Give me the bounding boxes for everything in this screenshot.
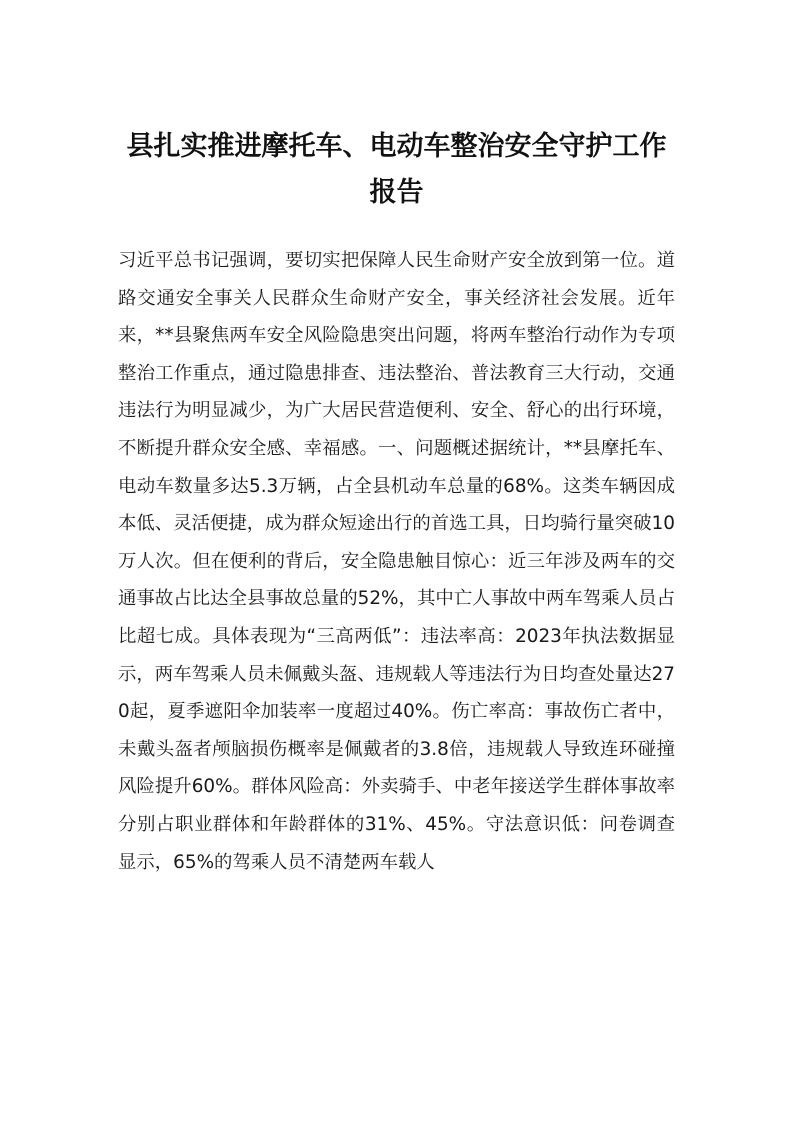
- document-title: 县扎实推进摩托车、电动车整治安全守护工作报告: [126, 131, 667, 208]
- body-paragraph: 习近平总书记强调，要切实把保障人民生命财产安全放到第一位。道路交通安全事关人民群众生命财产安全，事关经济社会发展。近年来，**县聚焦两车安全风险隐患突出问题，将两车整治行动作为专项整治工作重点，通过隐患排查、违法整治、普法教育三大行动，交通违法行为明显减少，为广大居民营造便利、安全、舒心的出行环境，不断提升群众安全感、幸福感。一、问题概述据统计，**县摩托车、电动车数量多达5.3万辆，占全县机动车总量的68%。这类车辆因成本低、灵活便捷，成为群众短途出行的首选工具，日均骑行量突破10万人次。但在便利的背后，安全隐患触目惊心：近三年涉及两车的交通事故占比达全县事故总量的52%，其中亡人事故中两车驾乘人员占比超七成。具体表现为“三高两低”：违法率高：2023年执法数据显示，两车驾乘人员未佩戴头盔、违规载人等违法行为日均查处量达270起，夏季遮阳伞加装率一度超过40%。伤亡率高：事故伤亡者中，未戴头盔者颅脑损伤概率是佩戴者的3.8倍，违规载人导致连环碰撞风险提升60%。群体风险高：外卖骑手、中老年接送学生群体事故率分别占职业群体和年龄群体的31%、45%。守法意识低：问卷调查显示，65%的驾乘人员不清楚两车载人: [118, 250, 675, 873]
